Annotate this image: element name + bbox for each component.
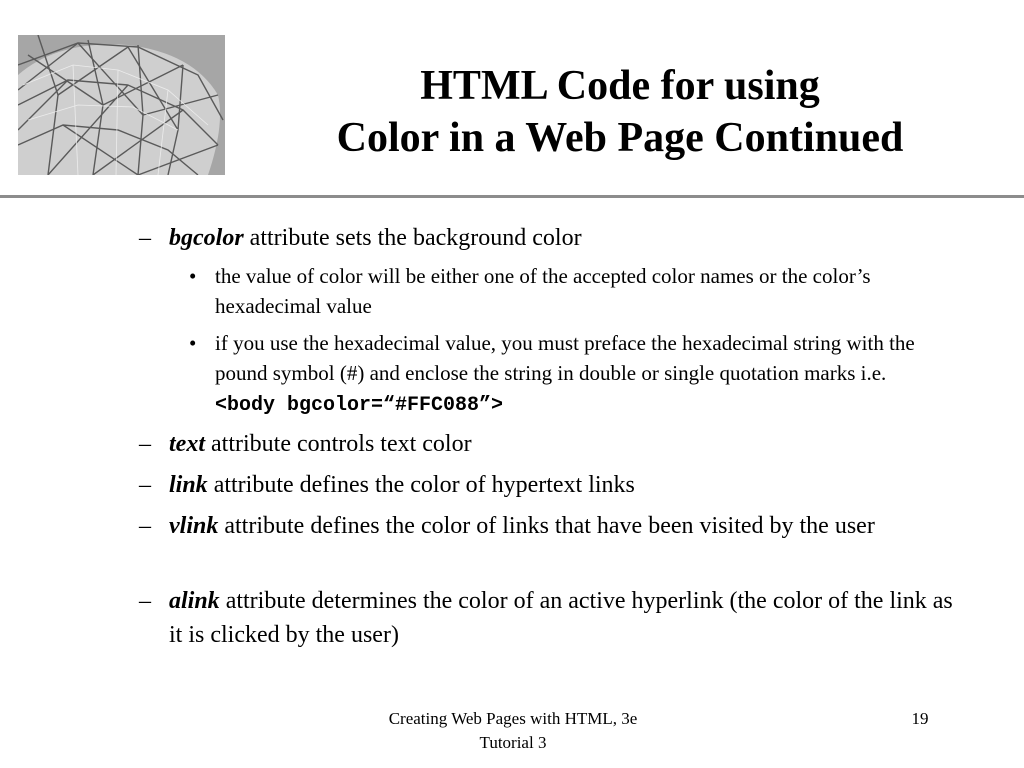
dash-marker: – bbox=[139, 225, 151, 251]
dash-marker: – bbox=[139, 513, 151, 539]
title-divider bbox=[0, 195, 1024, 198]
bullet-text-text: attribute controls text color bbox=[205, 431, 472, 457]
dash-marker: – bbox=[139, 431, 151, 457]
bullet-marker: • bbox=[189, 331, 197, 355]
dash-marker: – bbox=[139, 588, 151, 614]
footer-tutorial: Tutorial 3 bbox=[479, 733, 547, 752]
term-vlink: vlink bbox=[169, 513, 219, 539]
slide-title-line2: Color in a Web Page Continued bbox=[336, 115, 904, 161]
slide-title-line1: HTML Code for using bbox=[420, 63, 820, 109]
term-bgcolor: bgcolor bbox=[169, 225, 244, 251]
sub-bullet-color-value-text: the value of color will be either one of the accepted color names or the color’s hexadecimal value bbox=[215, 264, 871, 318]
slide-footer bbox=[320, 707, 706, 755]
bullet-link bbox=[139, 468, 969, 502]
sub-bullet-color-value bbox=[189, 261, 945, 321]
bullet-vlink bbox=[139, 509, 969, 543]
bullet-link-text: attribute defines the color of hypertext links bbox=[207, 472, 635, 498]
geodesic-dome-photo bbox=[18, 35, 225, 175]
term-alink: alink bbox=[169, 588, 220, 614]
bullet-alink bbox=[139, 584, 969, 652]
bullet-text bbox=[139, 427, 969, 461]
code-example: <body bgcolor=“#FFC088”> bbox=[215, 394, 504, 417]
bullet-vlink-text: attribute defines the color of links that have been visited by the user bbox=[218, 513, 875, 539]
sub-bullet-hex-value bbox=[189, 328, 945, 421]
bullet-bgcolor bbox=[139, 221, 969, 255]
term-link: link bbox=[169, 472, 208, 498]
slide-title bbox=[250, 60, 990, 164]
bullet-alink-text: attribute determines the color of an active hyperlink (the color of the link as it is clicked by the user) bbox=[169, 588, 953, 648]
footer-course-title: Creating Web Pages with HTML, 3e bbox=[388, 709, 638, 728]
sub-bullet-hex-value-text: if you use the hexadecimal value, you must preface the hexadecimal string with the pound symbol (#) and enclose the string in double or single quotation marks i.e. bbox=[215, 331, 915, 385]
bullet-marker: • bbox=[189, 264, 197, 288]
bullet-bgcolor-text: attribute sets the background color bbox=[243, 225, 582, 251]
term-text: text bbox=[169, 431, 205, 457]
page-number: 19 bbox=[911, 709, 929, 728]
dash-marker: – bbox=[139, 472, 151, 498]
